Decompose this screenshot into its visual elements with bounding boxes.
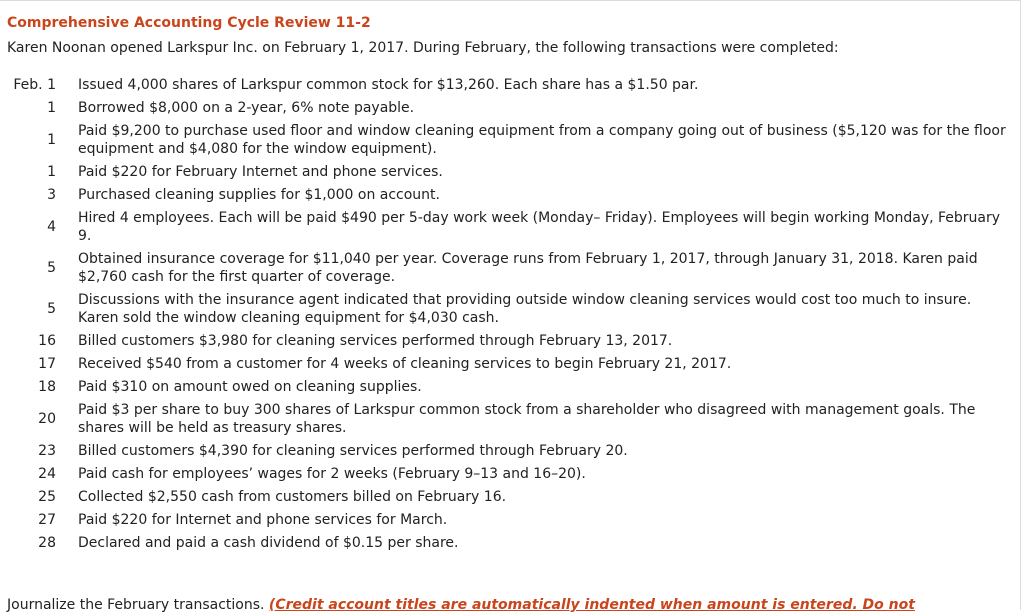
transaction-row (0, 399, 1010, 440)
transaction-date: 4 (47, 219, 56, 235)
transaction-row (0, 532, 1010, 555)
transaction-date: Feb. 1 (13, 77, 56, 93)
transaction-date: 3 (47, 187, 56, 203)
transaction-date: 1 (47, 132, 56, 148)
transaction-row (0, 330, 1010, 353)
transaction-description: Borrowed $8,000 on a 2-year, 6% note payable. (78, 100, 415, 116)
transaction-row (0, 463, 1010, 486)
transaction-row (0, 376, 1010, 399)
transaction-row (0, 353, 1010, 376)
transaction-spacer (56, 74, 78, 97)
transaction-date: 5 (47, 260, 56, 276)
transaction-description: Issued 4,000 shares of Larkspur common stock for $13,260. Each share has a $1.50 par. (78, 77, 699, 93)
transaction-description: Declared and paid a cash dividend of $0.15 per share. (78, 535, 459, 551)
transaction-date: 18 (38, 379, 56, 395)
problem-intro: Karen Noonan opened Larkspur Inc. on February 1, 2017. During February, the following transactions were completed: (7, 40, 839, 56)
transactions-body (0, 74, 1010, 555)
transaction-spacer (56, 207, 78, 248)
transaction-row (0, 509, 1010, 532)
transaction-date: 24 (38, 466, 56, 482)
transaction-spacer (56, 532, 78, 555)
transaction-date: 17 (38, 356, 56, 372)
transaction-date: 5 (47, 301, 56, 317)
transaction-description: Paid $9,200 to purchase used floor and window cleaning equipment from a company going out of business ($5,120 was for the floor equipment and $4,080 for the window equipment). (78, 123, 1006, 157)
transaction-description: Paid $220 for Internet and phone services for March. (78, 512, 448, 528)
transaction-date: 1 (47, 164, 56, 180)
instructions-note: (Credit account titles are automatically indented when amount is entered. Do not (268, 597, 915, 613)
transaction-date: 16 (38, 333, 56, 349)
transaction-date: 25 (38, 489, 56, 505)
transaction-description: Obtained insurance coverage for $11,040 per year. Coverage runs from February 1, 2017, through January 31, 2018. Karen paid $2,760 cash for the first quarter of coverage. (78, 251, 978, 285)
transaction-description: Received $540 from a customer for 4 weeks of cleaning services to begin February 21, 2017. (78, 356, 732, 372)
transaction-spacer (56, 509, 78, 532)
transaction-date: 1 (47, 100, 56, 116)
transaction-description: Paid $3 per share to buy 300 shares of Larkspur common stock from a shareholder who disagreed with management goals. The shares will be held as treasury shares. (78, 402, 976, 436)
transaction-row (0, 440, 1010, 463)
transaction-spacer (56, 399, 78, 440)
transaction-description: Discussions with the insurance agent indicated that providing outside window cleaning services would cost too much to insure. Karen sold the window cleaning equipment for $4,030 cash. (78, 292, 972, 326)
transaction-description: Paid cash for employees’ wages for 2 weeks (February 9–13 and 16–20). (78, 466, 586, 482)
transaction-spacer (56, 248, 78, 289)
transaction-row (0, 120, 1010, 161)
transaction-spacer (56, 440, 78, 463)
transaction-spacer (56, 376, 78, 399)
transactions-table (0, 74, 1010, 555)
transaction-row (0, 74, 1010, 97)
problem-title: Comprehensive Accounting Cycle Review 11-2 (7, 15, 371, 31)
transaction-date: 23 (38, 443, 56, 459)
transaction-row (0, 207, 1010, 248)
transaction-row (0, 184, 1010, 207)
transaction-spacer (56, 353, 78, 376)
transaction-spacer (56, 330, 78, 353)
transaction-description: Billed customers $4,390 for cleaning services performed through February 20. (78, 443, 628, 459)
transaction-row (0, 289, 1010, 330)
instructions-line (7, 597, 915, 613)
transaction-row (0, 486, 1010, 509)
transaction-spacer (56, 486, 78, 509)
transaction-description: Hired 4 employees. Each will be paid $490 per 5-day work week (Monday– Friday). Employees will begin working Monday, February 9. (78, 210, 1001, 244)
transaction-spacer (56, 97, 78, 120)
transaction-spacer (56, 120, 78, 161)
transaction-spacer (56, 184, 78, 207)
instructions-lead: Journalize the February transactions. (7, 597, 269, 613)
transaction-row (0, 248, 1010, 289)
transaction-spacer (56, 161, 78, 184)
transaction-spacer (56, 463, 78, 486)
transaction-description: Paid $220 for February Internet and phone services. (78, 164, 443, 180)
transaction-spacer (56, 289, 78, 330)
transaction-description: Billed customers $3,980 for cleaning services performed through February 13, 2017. (78, 333, 673, 349)
transaction-description: Collected $2,550 cash from customers billed on February 16. (78, 489, 507, 505)
transaction-description: Purchased cleaning supplies for $1,000 on account. (78, 187, 440, 203)
transaction-date: 20 (38, 411, 56, 427)
transaction-date: 28 (38, 535, 56, 551)
transaction-row (0, 161, 1010, 184)
transaction-row (0, 97, 1010, 120)
transaction-description: Paid $310 on amount owed on cleaning supplies. (78, 379, 422, 395)
transaction-date: 27 (38, 512, 56, 528)
